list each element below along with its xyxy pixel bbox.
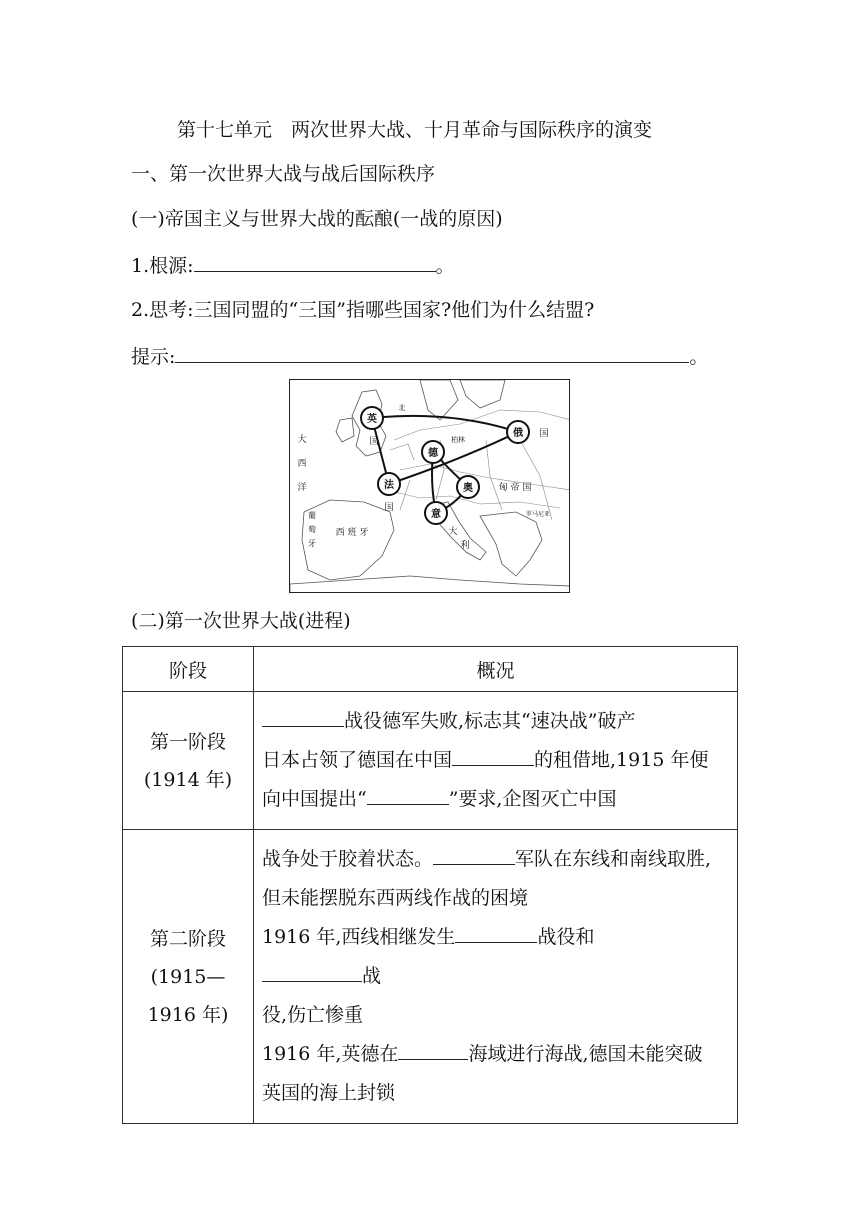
label-austria-rest: 匈 帝 国 bbox=[498, 483, 532, 493]
question-suffix: 。 bbox=[435, 255, 455, 277]
label-germany: 德 bbox=[428, 448, 438, 459]
label-france: 法 bbox=[384, 480, 394, 491]
label-italy-3: 利 bbox=[460, 541, 470, 551]
hint-prefix: 提示: bbox=[131, 346, 176, 368]
answer-blank[interactable] bbox=[367, 784, 449, 805]
stage-name: 第二阶段 bbox=[149, 927, 226, 950]
stage-cell bbox=[123, 830, 254, 1124]
label-england: 英 bbox=[367, 414, 377, 425]
overview-text: 海域进行海战,德国未能突破 bbox=[468, 1043, 703, 1065]
hint-line bbox=[131, 342, 708, 370]
table-row bbox=[123, 692, 738, 830]
table-header-row bbox=[123, 647, 738, 692]
table-row bbox=[123, 830, 738, 1124]
overview-text: 1916 年,西线相继发生 bbox=[262, 926, 456, 948]
ireland-shape bbox=[336, 418, 354, 442]
label-italy-2: 大 bbox=[448, 527, 458, 537]
overview-text: 1916 年,英德在 bbox=[262, 1043, 399, 1065]
section-title: 一、第一次世界大战与战后国际秩序 bbox=[131, 163, 436, 185]
label-atlantic-3: 洋 bbox=[297, 483, 307, 493]
label-france-2: 国 bbox=[384, 503, 394, 513]
overview-line bbox=[262, 702, 731, 741]
overview-text: 战役和 bbox=[537, 926, 595, 948]
label-atlantic-1: 大 bbox=[297, 435, 307, 445]
answer-blank[interactable] bbox=[194, 251, 436, 272]
question-prefix: 1.根源: bbox=[131, 255, 194, 277]
balkans-shape bbox=[480, 512, 542, 576]
answer-blank[interactable] bbox=[433, 844, 515, 865]
label-berlin: 柏林 bbox=[451, 436, 465, 444]
overview-text: 的租借地,1915 年便 bbox=[534, 749, 709, 771]
overview-line bbox=[262, 879, 731, 918]
overview-text: 役,伤亡惨重 bbox=[262, 1004, 364, 1026]
overview-text: ”要求,企图灭亡中国 bbox=[448, 788, 617, 810]
header-overview: 概况 bbox=[254, 647, 738, 692]
header-stage: 阶段 bbox=[123, 647, 254, 692]
hint-blank[interactable] bbox=[175, 342, 689, 363]
label-italy: 意 bbox=[431, 509, 441, 520]
overview-text: 日本占领了德国在中国 bbox=[262, 749, 453, 771]
stage-year: (1915— bbox=[150, 965, 226, 988]
label-spain: 西 班 牙 bbox=[335, 528, 369, 538]
overview-line bbox=[262, 996, 731, 1035]
war-progress-table bbox=[122, 646, 738, 1124]
overview-line bbox=[262, 1035, 731, 1074]
label-england-2: 国 bbox=[369, 437, 379, 447]
overview-line bbox=[262, 918, 731, 957]
overview-line bbox=[262, 741, 731, 780]
overview-line bbox=[262, 1074, 731, 1113]
label-north-sea: 北 bbox=[398, 404, 406, 412]
overview-line bbox=[262, 957, 731, 996]
hint-suffix: 。 bbox=[689, 346, 709, 368]
question-root-cause bbox=[131, 251, 455, 279]
label-romania: 罗马尼亚 bbox=[525, 511, 551, 518]
stage-cell bbox=[123, 692, 254, 830]
overview-text: 军队在东线和南线取胜, bbox=[515, 848, 712, 870]
label-russia: 俄 bbox=[513, 428, 523, 439]
overview-cell bbox=[254, 692, 738, 830]
label-portugal-2: 萄 bbox=[308, 525, 316, 534]
answer-blank[interactable] bbox=[452, 745, 534, 766]
subsection-title-progress: (二)第一次世界大战(进程) bbox=[131, 610, 351, 632]
label-portugal-3: 牙 bbox=[308, 539, 316, 548]
answer-blank[interactable] bbox=[262, 961, 362, 982]
stage-year-2: 1916 年) bbox=[147, 1003, 229, 1026]
finland-shape bbox=[460, 380, 505, 408]
subsection-title-causes: (一)帝国主义与世界大战的酝酿(一战的原因) bbox=[131, 208, 503, 230]
overview-text: 但未能摆脱东西两线作战的困境 bbox=[262, 887, 529, 909]
answer-blank[interactable] bbox=[262, 706, 344, 727]
europe-alliance-map bbox=[289, 379, 570, 593]
overview-text: 战役德军失败,标志其“速决战”破产 bbox=[344, 710, 636, 732]
overview-line bbox=[262, 840, 731, 879]
answer-blank[interactable] bbox=[398, 1039, 468, 1060]
answer-blank[interactable] bbox=[455, 922, 537, 943]
overview-text: 战争处于胶着状态。 bbox=[262, 848, 434, 870]
overview-text: 战 bbox=[362, 965, 382, 987]
scandinavia-shape bbox=[420, 380, 458, 420]
overview-text: 英国的海上封锁 bbox=[262, 1082, 396, 1104]
label-russia-2: 国 bbox=[539, 429, 549, 439]
stage-name: 第一阶段 bbox=[149, 730, 226, 753]
label-atlantic-2: 西 bbox=[297, 459, 307, 469]
map-svg bbox=[290, 380, 570, 593]
overview-cell bbox=[254, 830, 738, 1124]
overview-text: 向中国提出“ bbox=[262, 788, 367, 810]
label-portugal-1: 葡 bbox=[308, 511, 316, 520]
stage-year: (1914 年) bbox=[143, 768, 233, 791]
entente-line-uk-ru bbox=[372, 416, 518, 432]
label-austria: 奥 bbox=[463, 483, 473, 494]
question-triple-alliance: 2.思考:三国同盟的“三国”指哪些国家?他们为什么结盟? bbox=[131, 299, 595, 321]
unit-title: 第十七单元 两次世界大战、十月革命与国际秩序的演变 bbox=[177, 119, 653, 141]
overview-line bbox=[262, 780, 731, 819]
